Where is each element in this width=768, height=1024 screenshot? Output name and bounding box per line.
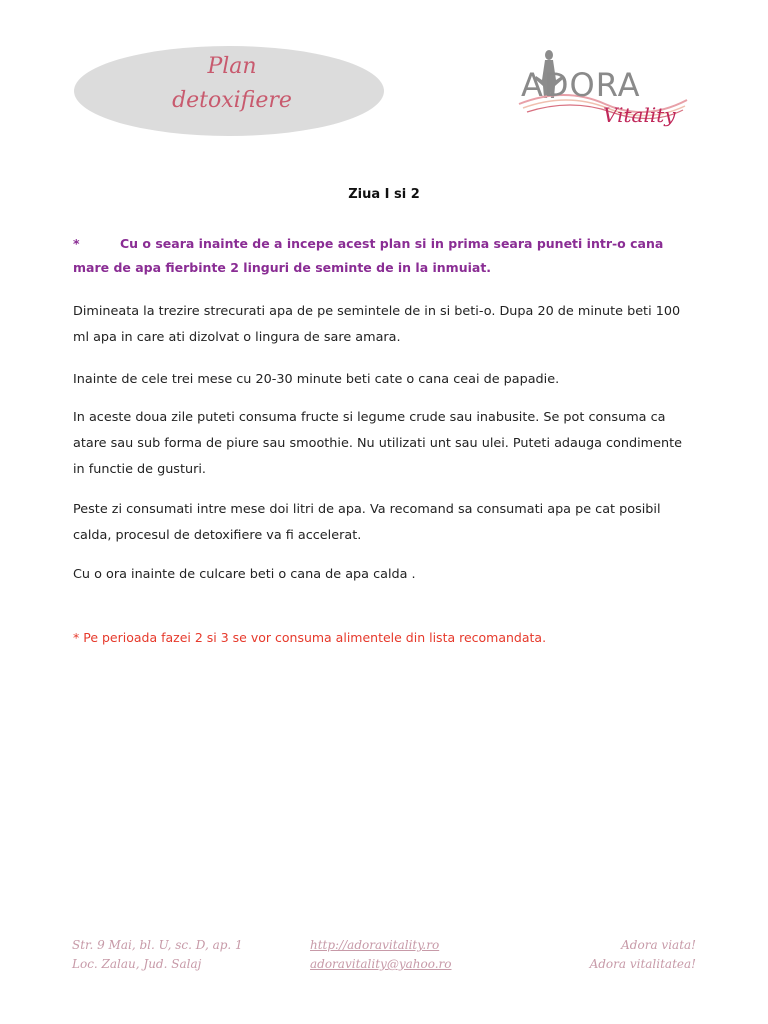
address-line2: Loc. Zalau, Jud. Salaj [72,957,202,971]
intro-paragraph [73,232,693,280]
paragraph-2: Inainte de cele trei mese cu 20-30 minute beti cate o cana ceai de papadie. [73,372,560,387]
day-title: Ziua I si 2 [348,187,420,202]
logo-sub-text: Vitality [603,103,676,127]
intro-star: * [73,236,80,251]
footer-motto [540,936,696,974]
intro-text: Cu o seara inainte de a incepe acest plan si in prima seara puneti intr-o cana mare de apa fierbinte 2 linguri de seminte de in la inmuiat. [73,236,664,275]
logo-main-text: ADORA [521,66,641,104]
header-title [74,50,390,118]
motto-line2: Adora vitalitatea! [589,957,696,971]
header-title-line1: Plan [207,54,257,79]
paragraph-4: Peste zi consumati intre mese doi litri de apa. Va recomand sa consumati apa pe cat posibil calda, procesul de detoxifiere va fi accelerat. [73,502,661,543]
address-line1: Str. 9 Mai, bl. U, sc. D, ap. 1 [72,938,243,952]
motto-line1: Adora viata! [621,938,696,952]
website-link[interactable]: http://adoravitality.ro [310,938,440,952]
footer-address [72,936,243,974]
adora-vitality-logo [515,46,695,128]
footer-contact [310,936,452,974]
email-link[interactable]: adoravitality@yahoo.ro [310,957,452,971]
phase-note: * Pe perioada fazei 2 si 3 se vor consuma alimentele din lista recomandata. [73,630,547,645]
paragraph-5: Cu o ora inainte de culcare beti o cana de apa calda . [73,567,416,582]
header-title-line2: detoxifiere [172,88,292,113]
paragraph-1: Dimineata la trezire strecurati apa de pe semintele de in si beti-o. Dupa 20 de minute beti 100 ml apa in care ati dizolvat o lingura de sare amara. [73,304,681,345]
paragraph-3: In aceste doua zile puteti consuma fructe si legume crude sau inabusite. Se pot consuma ca atare sau sub forma de piure sau smoothie. Nu utilizati unt sau ulei. Puteti adauga condimente in functie de gusturi. [73,410,683,477]
